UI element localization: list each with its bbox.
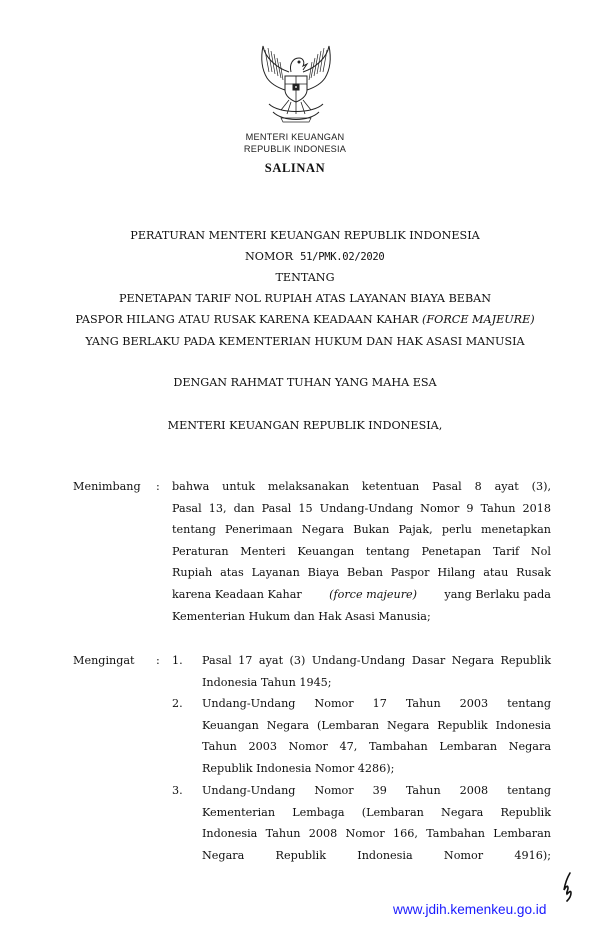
- mengingat-item-2: [202, 693, 551, 779]
- menimbang-line: tentang Penerimaan Negara Bukan Pajak, perlu menetapkan: [172, 523, 551, 537]
- subject-line-3: YANG BERLAKU PADA KEMENTERIAN HUKUM DAN HAK ASASI MANUSIA: [85, 335, 525, 348]
- item-line: Indonesia Tahun 1945;: [202, 675, 332, 689]
- ministry-name-line1: MENTERI KEUANGAN: [245, 132, 345, 142]
- regulation-title: PERATURAN MENTERI KEUANGAN REPUBLIK INDONESIA: [130, 229, 480, 242]
- subject-line-2-text: PASPOR HILANG ATAU RUSAK KARENA KEADAAN KAHAR: [75, 313, 419, 326]
- item-line: Keuangan Negara (Lembaran Negara Republik Indonesia: [202, 718, 551, 732]
- item-line: Republik Indonesia Nomor 4286);: [202, 761, 395, 775]
- jdih-website-link[interactable]: www.jdih.kemenkeu.go.id: [393, 902, 547, 917]
- copy-mark: SALINAN: [264, 161, 326, 175]
- item-line: Pasal 17 ayat (3) Undang-Undang Dasar Negara Republik: [202, 654, 551, 667]
- nomor-label: NOMOR: [245, 250, 294, 263]
- item-line: Kementerian Lembaga (Lembaran Negara Republik: [202, 805, 551, 819]
- item-line: Negara Republik Indonesia Nomor 4916);: [202, 848, 551, 862]
- mengingat-item-3: [202, 780, 551, 866]
- menimbang-line: Peraturan Menteri Keuangan tentang Penetapan Tarif Nol: [172, 544, 551, 558]
- subject-line-2: [40, 313, 570, 326]
- mengingat-item-number: 2.: [172, 697, 183, 710]
- menimbang-line-part: karena Keadaan Kahar: [172, 587, 302, 601]
- menimbang-label: Menimbang: [73, 480, 141, 493]
- regulation-number: [245, 250, 384, 263]
- subject-line-1: PENETAPAN TARIF NOL RUPIAH ATAS LAYANAN BIAYA BEBAN: [118, 292, 492, 305]
- menimbang-line-italic: (force majeure): [329, 587, 418, 601]
- tentang-heading: TENTANG: [275, 271, 335, 284]
- menimbang-line: bahwa untuk melaksanakan ketentuan Pasal 8 ayat (3),: [172, 480, 551, 493]
- menimbang-line-mixed: [172, 584, 551, 606]
- nomor-value: 51/PMK.02/2020: [300, 251, 385, 263]
- item-line: Undang-Undang Nomor 39 Tahun 2008 tentang: [202, 784, 551, 797]
- mengingat-colon: :: [156, 654, 160, 667]
- menimbang-line: Pasal 13, dan Pasal 15 Undang-Undang Nomor 9 Tahun 2018: [172, 501, 551, 515]
- item-line: Tahun 2003 Nomor 47, Tambahan Lembaran Negara: [202, 740, 551, 754]
- mengingat-item-number: 3.: [172, 784, 183, 797]
- menimbang-line-part: yang Berlaku pada: [444, 587, 551, 601]
- item-line: Undang-Undang Nomor 17 Tahun 2003 tentang: [202, 697, 551, 710]
- initial-signature-icon: [561, 872, 575, 902]
- garuda-emblem-icon: [255, 42, 337, 128]
- mengingat-item-1: [202, 650, 551, 693]
- menimbang-line: Rupiah atas Layanan Biaya Beban Paspor Hilang atau Rusak: [172, 566, 551, 580]
- mengingat-label: Mengingat: [73, 654, 135, 667]
- item-line: Indonesia Tahun 2008 Nomor 166, Tambahan Lembaran: [202, 827, 551, 841]
- menimbang-colon: :: [156, 480, 160, 493]
- invocation: DENGAN RAHMAT TUHAN YANG MAHA ESA: [173, 376, 437, 389]
- issuer: MENTERI KEUANGAN REPUBLIK INDONESIA,: [167, 419, 443, 432]
- mengingat-item-number: 1.: [172, 654, 183, 667]
- ministry-name-line2: REPUBLIK INDONESIA: [243, 144, 347, 154]
- subject-line-2-italic: (FORCE MAJEURE): [422, 313, 535, 326]
- menimbang-paragraph: [172, 476, 551, 627]
- menimbang-line: Kementerian Hukum dan Hak Asasi Manusia;: [172, 609, 431, 623]
